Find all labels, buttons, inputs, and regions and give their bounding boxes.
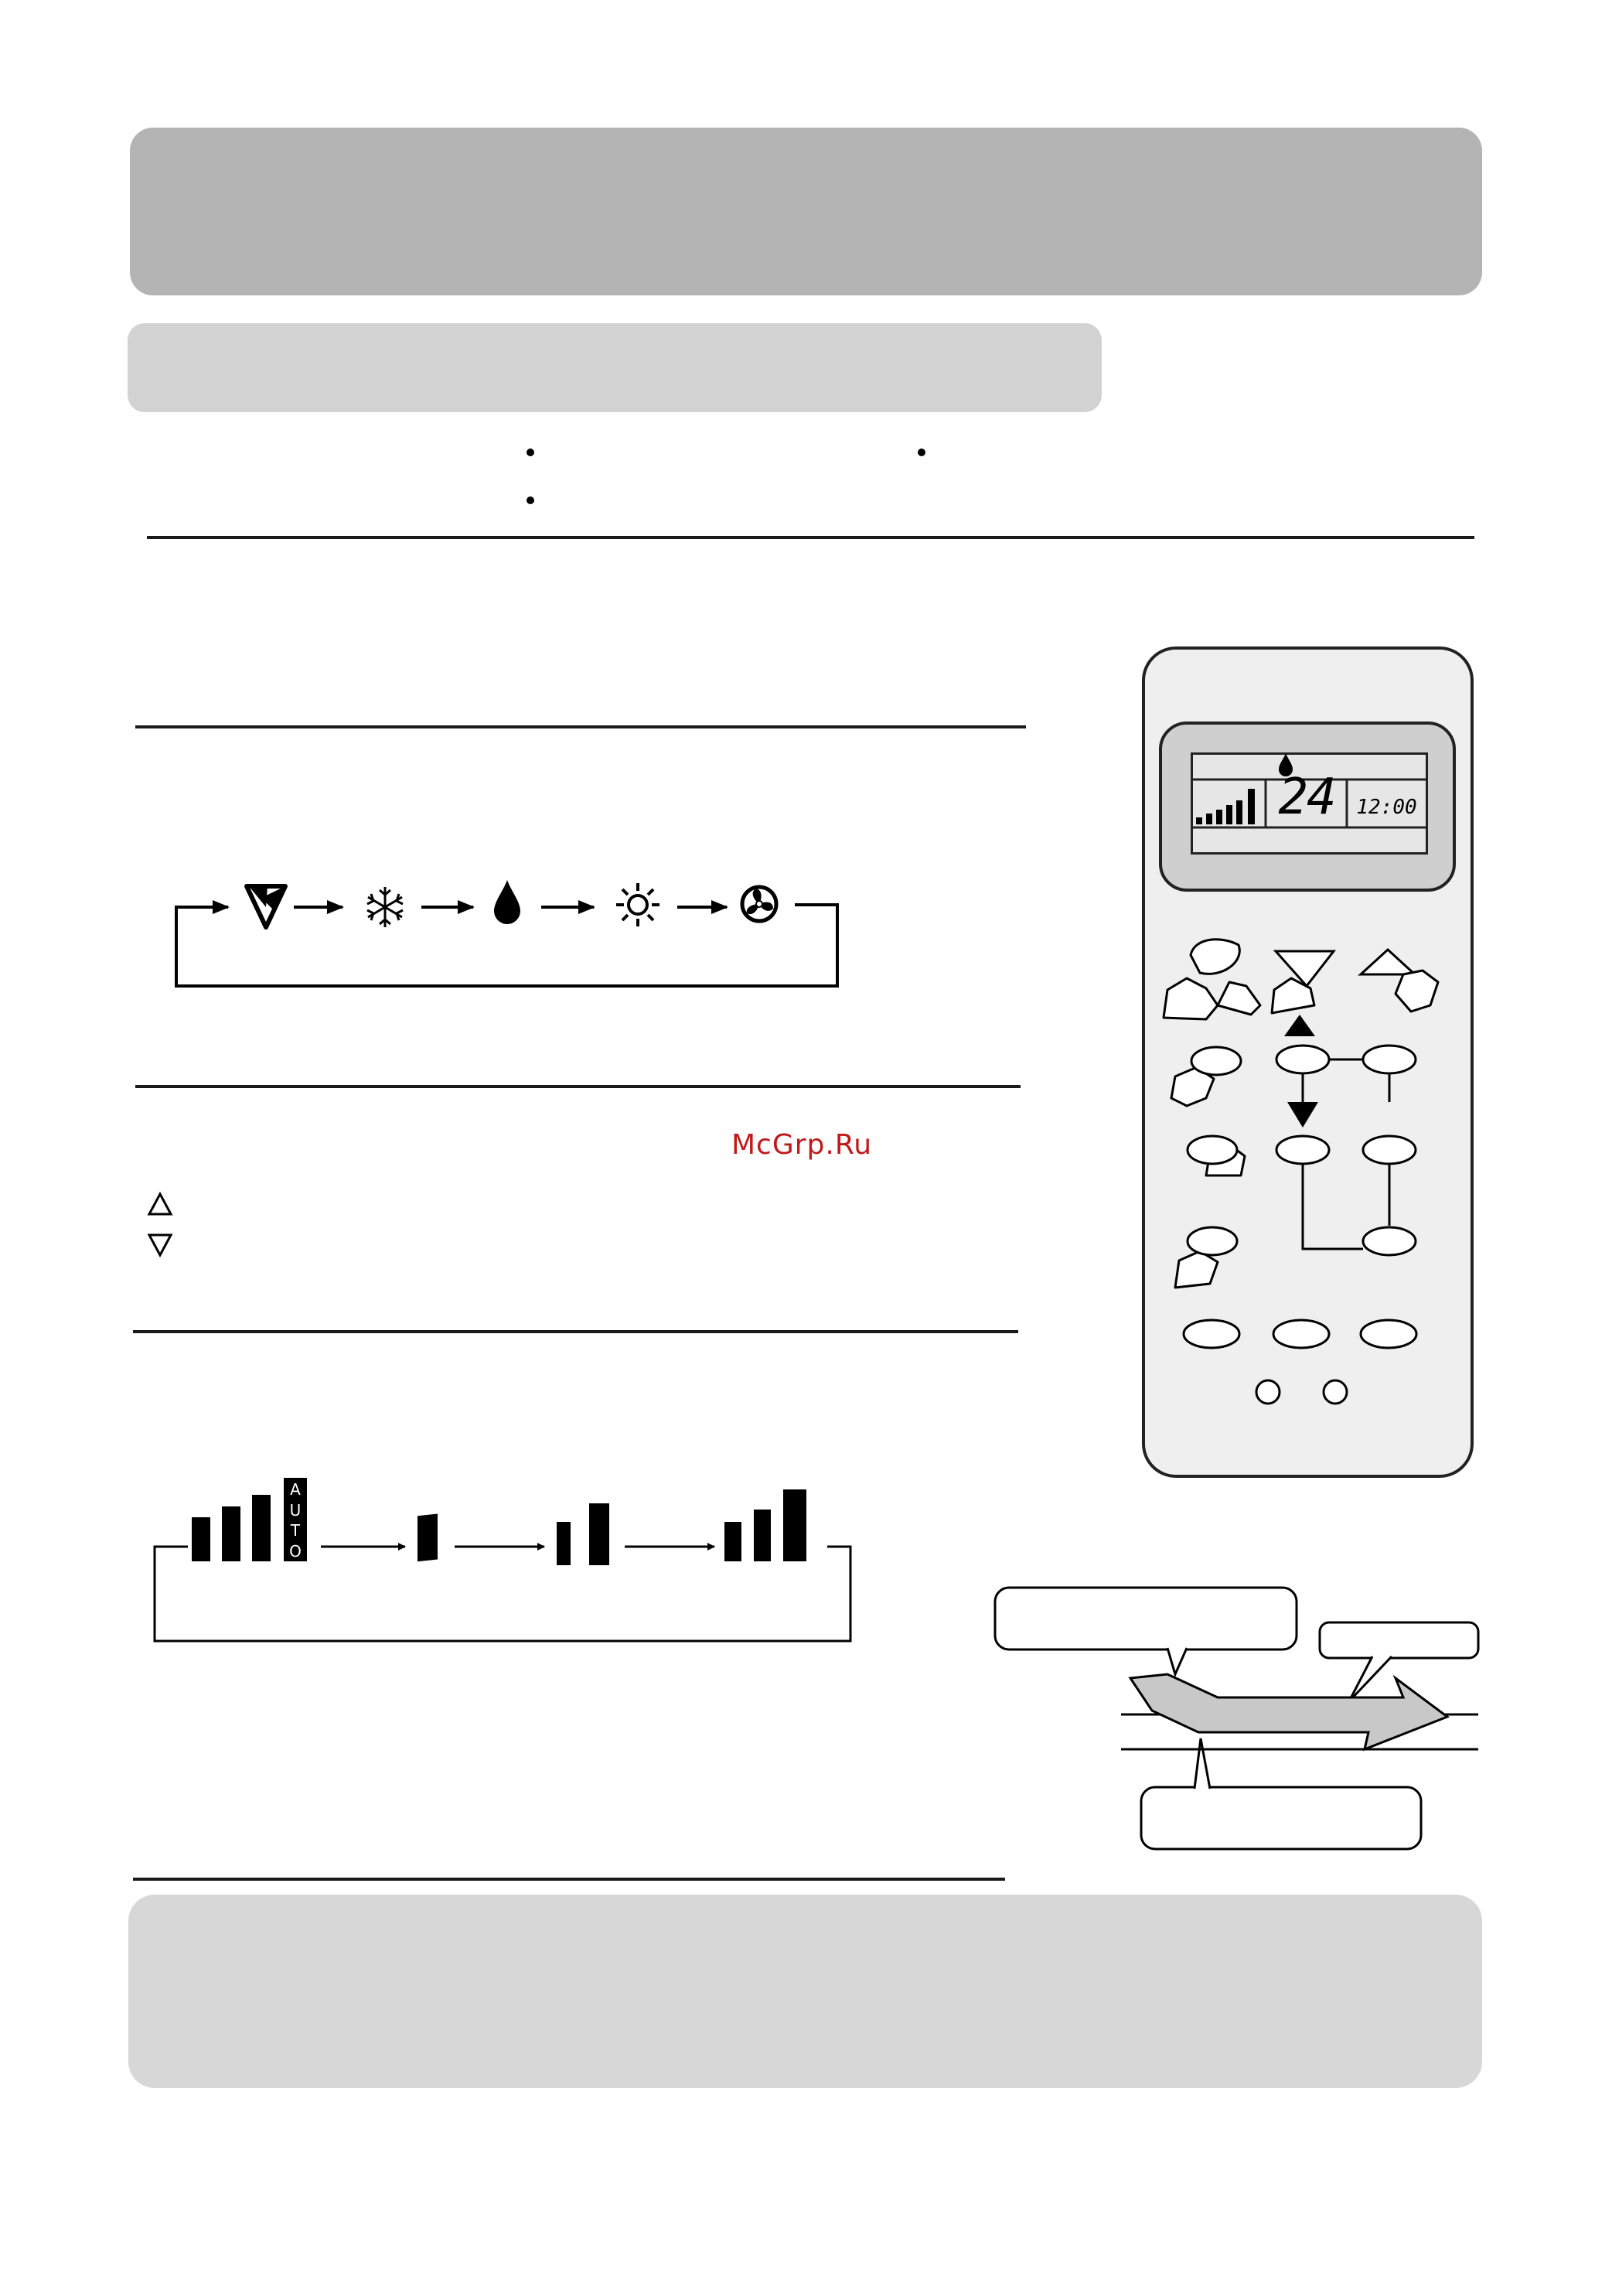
- fan-auto-letter-o: O: [289, 1541, 302, 1561]
- footer-panel: [128, 1895, 1482, 2088]
- watermark-text: McGrp.Ru: [731, 1129, 873, 1161]
- fan-auto-letter-u: U: [289, 1500, 302, 1520]
- remote-lcd-temperature: 24: [1278, 769, 1335, 826]
- remote-lcd-clock: 12:00: [1356, 796, 1417, 819]
- fan-auto-letter-a: A: [290, 1480, 301, 1499]
- fan-auto-letter-t: T: [290, 1521, 301, 1540]
